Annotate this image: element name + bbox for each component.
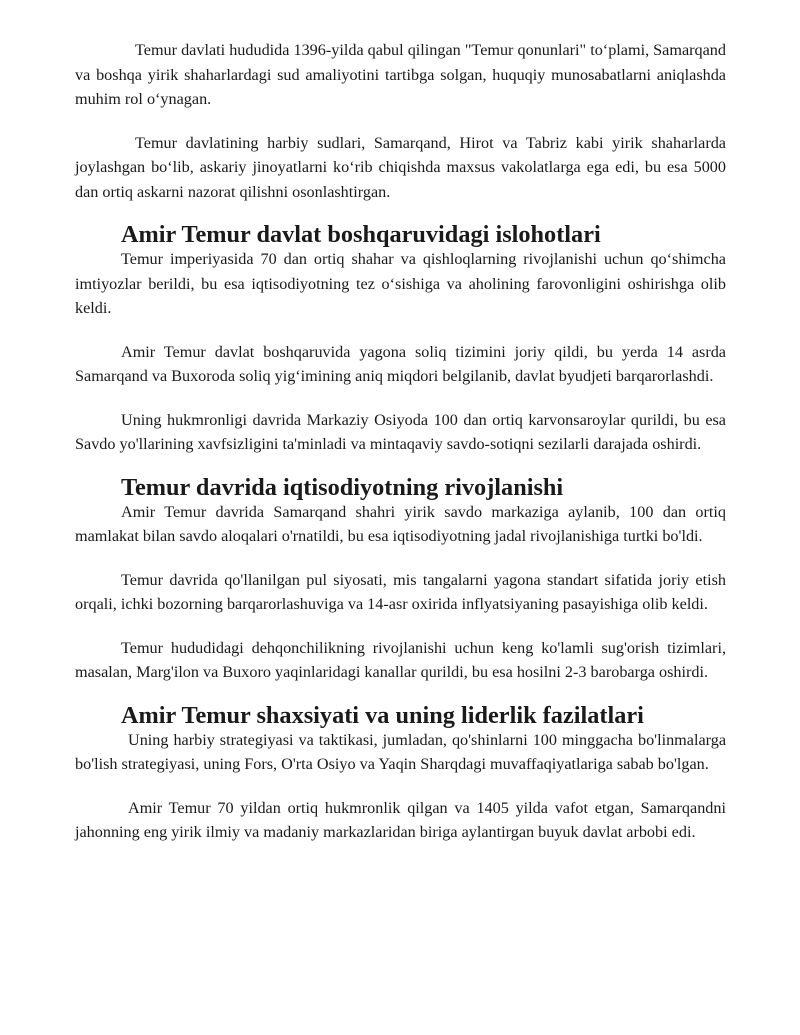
paragraph-tax-system: Amir Temur davlat boshqaruvida yagona soliq tizimini joriy qildi, bu yerda 14 asrda Samarqand va Buxoroda soliq yig‘imining aniq miqdori belgilanib, davlat byudjeti barqarorlashdi. <box>75 342 726 385</box>
paragraph-military-courts: Temur davlatining harbiy sudlari, Samarqand, Hirot va Tabriz kabi yirik shaharlarda joylashgan bo‘lib, askariy jinoyatlarni ko‘rib chiqishda maxsus vakolatlarga ega edi, bu esa 5000 dan ortiq askarni nazorat qilishni osonlashtirgan. <box>75 133 726 201</box>
paragraph-trade-center: Amir Temur davrida Samarqand shahri yirik savdo markaziga aylanib, 100 dan ortiq mamlakat bilan savdo aloqalari o'rnatildi, bu esa iqtisodiyotning jadal rivojlanishiga turtki bo'ldi. <box>75 502 726 545</box>
paragraph-military-strategy: Uning harbiy strategiyasi va taktikasi, jumladan, qo'shinlarni 100 minggacha bo'linmalarga bo'lish strategiyasi, uning Fors, O'rta Osiyo va Yaqin Sharqdagi muvaffaqiyatlariga sabab bo'lgan. <box>75 730 726 773</box>
paragraph-legacy: Amir Temur 70 yildan ortiq hukmronlik qilgan va 1405 yilda vafot etgan, Samarqandni jahonning eng yirik ilmiy va madaniy markazlaridan biriga aylantirgan buyuk davlat arbobi edi. <box>75 798 726 841</box>
paragraph-caravanserais: Uning hukmronligi davrida Markaziy Osiyoda 100 dan ortiq karvonsaroylar qurildi, bu esa Savdo yo'llarining xavfsizligini ta'minladi va mintaqaviy savdo-sotiqni sezilarli darajada oshirdi. <box>75 410 726 453</box>
section-heading-personality: Amir Temur shaxsiyati va uning liderlik fazilatlari <box>121 701 644 729</box>
paragraph-monetary-policy: Temur davrida qo'llanilgan pul siyosati, mis tangalarni yagona standart sifatida joriy etish orqali, ichki bozorning barqarorlashuviga va 14-asr oxirida inflyatsiyaning pasayishiga olib keldi. <box>75 570 726 613</box>
section-heading-reforms: Amir Temur davlat boshqaruvidagi islohotlari <box>121 221 601 248</box>
paragraph-city-privileges: Temur imperiyasida 70 dan ortiq shahar va qishloqlarning rivojlanishi uchun qo‘shimcha imtiyozlar berildi, bu esa iqtisodiyotning tez o‘sishiga va aholining farovonligini oshirishga olib keldi. <box>75 250 726 317</box>
paragraph-temur-laws: Temur davlati hududida 1396-yilda qabul qilingan "Temur qonunlari" to‘plami, Samarqand va boshqa yirik shaharlardagi sud amaliyotini tartibga solgan, huquqiy munosabatlarni aniqlashda muhim rol o‘ynagan. <box>75 41 726 108</box>
paragraph-irrigation: Temur hududidagi dehqonchilikning rivojlanishi uchun keng ko'lamli sug'orish tizimlari, masalan, Marg'ilon va Buxoro yaqinlaridagi kanallar qurildi, bu esa hosilni 2-3 barobarga oshirdi. <box>75 638 726 681</box>
section-heading-economy: Temur davrida iqtisodiyotning rivojlanishi <box>121 473 564 501</box>
document-page <box>75 38 726 845</box>
